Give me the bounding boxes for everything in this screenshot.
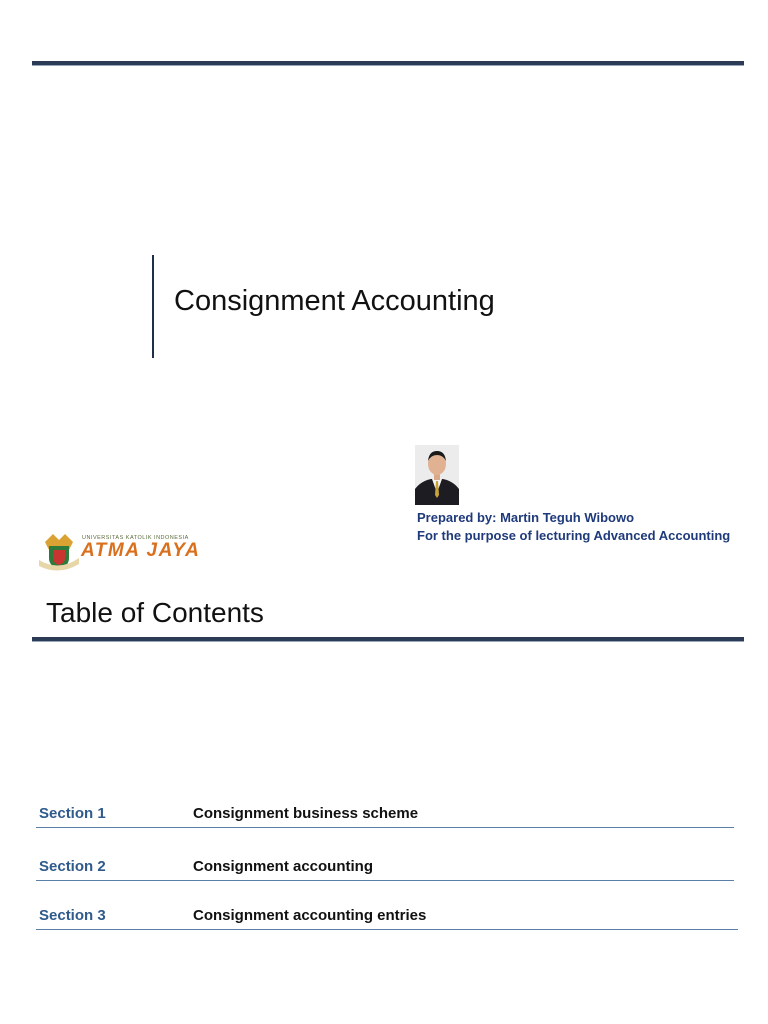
university-logo bbox=[35, 528, 205, 572]
toc-divider bbox=[32, 637, 744, 641]
toc-section-title: Consignment accounting bbox=[193, 858, 373, 875]
author-credits bbox=[417, 509, 730, 545]
toc-row-section-2[interactable] bbox=[36, 840, 734, 881]
logo-subtitle: UNIVERSITAS KATOLIK INDONESIA bbox=[82, 535, 189, 541]
toc-section-label: Section 3 bbox=[39, 907, 106, 924]
document-title: Consignment Accounting bbox=[174, 285, 495, 317]
top-divider bbox=[32, 61, 744, 65]
toc-section-label: Section 2 bbox=[39, 858, 106, 875]
toc-section-title: Consignment business scheme bbox=[193, 805, 419, 822]
toc-section-label: Section 1 bbox=[39, 805, 106, 822]
purpose-text: For the purpose of lecturing Advanced Accounting bbox=[417, 528, 731, 543]
prepared-by-text: Prepared by: Martin Teguh Wibowo bbox=[417, 510, 635, 525]
toc-row-section-1[interactable] bbox=[36, 787, 734, 828]
title-accent-bar bbox=[152, 255, 154, 358]
toc-title: Table of Contents bbox=[46, 597, 264, 628]
logo-wordmark: ATMA JAYA bbox=[81, 540, 201, 561]
toc-section-title: Consignment accounting entries bbox=[193, 907, 427, 924]
author-photo bbox=[415, 445, 459, 505]
logo-emblem-icon bbox=[35, 528, 81, 572]
toc-row-section-3[interactable] bbox=[36, 889, 738, 930]
